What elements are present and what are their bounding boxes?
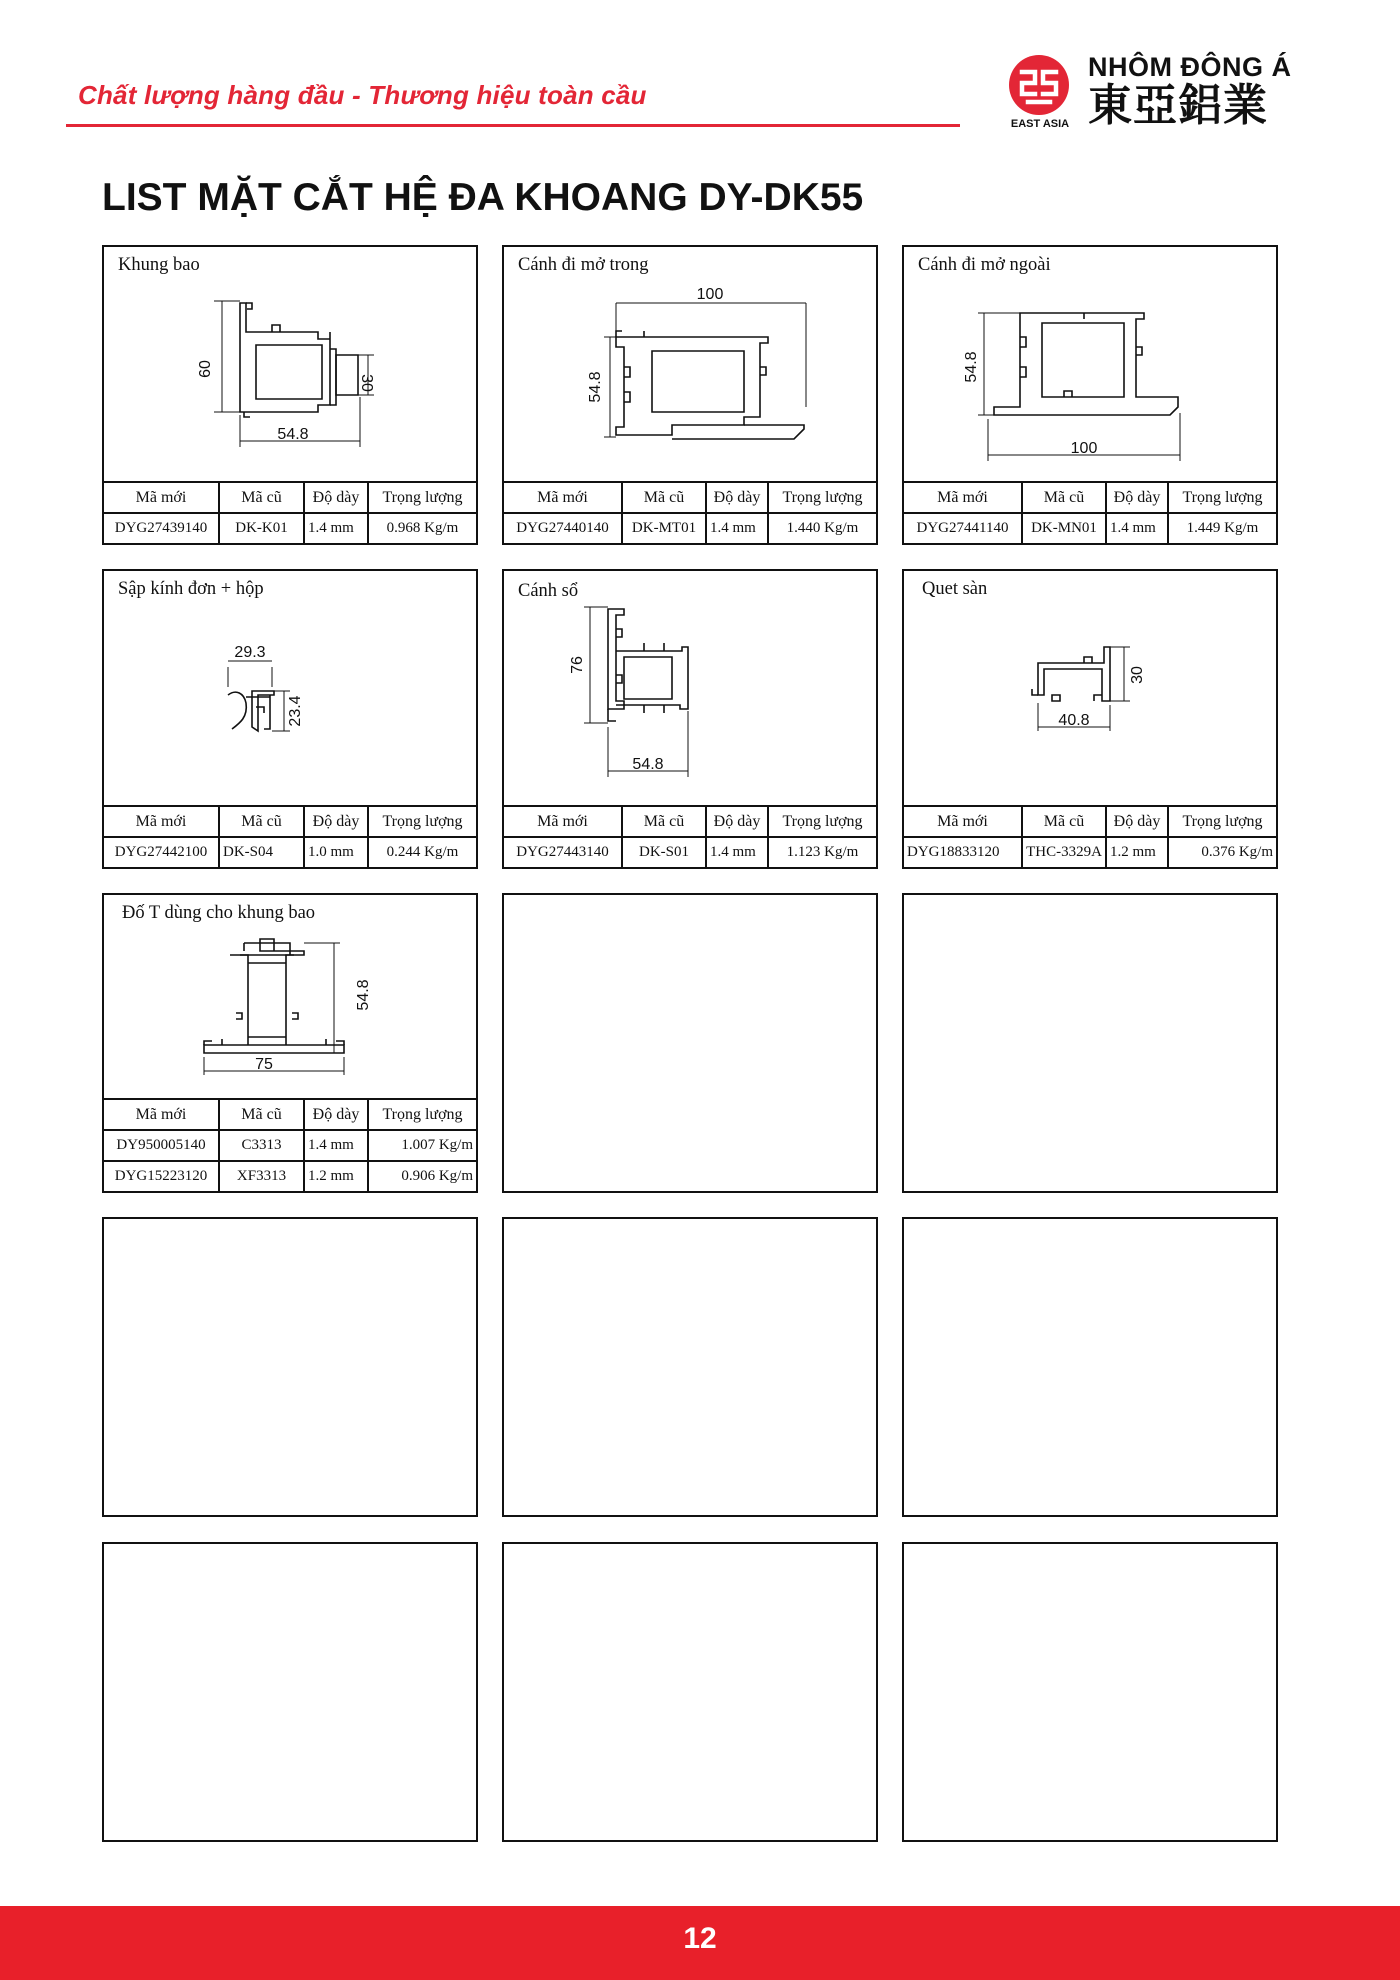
weight: 0.376 Kg/m <box>1168 837 1276 867</box>
product-name: Sập kính đơn + hộp <box>118 579 264 599</box>
header-new-code: Mã mới <box>504 806 622 837</box>
old-code: C3313 <box>219 1130 304 1161</box>
header-old-code: Mã cũ <box>219 806 304 837</box>
dimension-height: 76 <box>569 656 586 674</box>
dimension-height: 54.8 <box>963 351 980 383</box>
product-name: Đố T dùng cho khung bao <box>122 903 316 923</box>
product-card-canh-di-mo-ngoai <box>902 245 1278 545</box>
product-name: Khung bao <box>118 255 200 275</box>
dimension-height: 54.8 <box>355 979 372 1011</box>
thickness: 1.4 mm <box>706 513 768 543</box>
spec-table <box>104 481 476 543</box>
spec-row <box>504 513 876 543</box>
empty-card <box>502 1217 878 1517</box>
spec-row <box>104 1161 476 1191</box>
product-card-do-t <box>102 893 478 1193</box>
new-code: DYG27440140 <box>504 513 622 543</box>
header-old-code: Mã cũ <box>1022 482 1106 513</box>
weight: 1.449 Kg/m <box>1168 513 1276 543</box>
dimension-width: 29.3 <box>234 644 266 661</box>
new-code: DYG18833120 <box>904 837 1022 867</box>
header-new-code: Mã mới <box>104 482 219 513</box>
dimension-width: 100 <box>1070 440 1098 457</box>
old-code: DK-S01 <box>622 837 706 867</box>
new-code: DYG27441140 <box>904 513 1022 543</box>
dimension-height: 23.4 <box>287 695 304 727</box>
new-code: DYG15223120 <box>104 1161 219 1191</box>
header-thickness: Độ dày <box>706 482 768 513</box>
spec-header-row <box>104 482 476 513</box>
dimension-width: 40.8 <box>1058 712 1090 729</box>
spec-table <box>104 805 476 867</box>
dimension-height: 54.8 <box>587 371 604 403</box>
weight: 0.906 Kg/m <box>368 1161 476 1191</box>
product-card-sap-kinh <box>102 569 478 869</box>
spec-table <box>504 481 876 543</box>
thickness: 1.4 mm <box>706 837 768 867</box>
product-name: Quet sàn <box>922 579 988 599</box>
product-card-canh-so <box>502 569 878 869</box>
empty-card <box>102 1542 478 1842</box>
empty-card <box>102 1217 478 1517</box>
header-weight: Trọng lượng <box>768 482 876 513</box>
thickness: 1.2 mm <box>304 1161 368 1191</box>
empty-card <box>902 1217 1278 1517</box>
dimension-width: 54.8 <box>277 426 309 443</box>
old-code: DK-S04 <box>219 837 304 867</box>
product-card-quet-san <box>902 569 1278 869</box>
header-thickness: Độ dày <box>304 482 368 513</box>
east-asia-logo-icon <box>1008 54 1070 116</box>
dimension-width: 100 <box>696 286 724 303</box>
thickness: 1.2 mm <box>1106 837 1168 867</box>
profile-drawing-quet-san <box>904 571 1276 811</box>
brand-name-cjk: 東亞鋁業 <box>1088 80 1268 131</box>
profile-drawing-sap-kinh <box>104 571 476 811</box>
new-code: DYG27442100 <box>104 837 219 867</box>
header-thickness: Độ dày <box>304 1099 368 1130</box>
header-weight: Trọng lượng <box>1168 482 1276 513</box>
empty-card <box>502 1542 878 1842</box>
header-old-code: Mã cũ <box>219 482 304 513</box>
thickness: 1.4 mm <box>1106 513 1168 543</box>
header-weight: Trọng lượng <box>368 806 476 837</box>
brand-logo <box>1008 50 1308 130</box>
thickness: 1.4 mm <box>304 1130 368 1161</box>
spec-row <box>104 1130 476 1161</box>
header-new-code: Mã mới <box>904 806 1022 837</box>
footer-bar <box>0 1906 1400 1980</box>
old-code: XF3313 <box>219 1161 304 1191</box>
empty-card <box>902 893 1278 1193</box>
header-thickness: Độ dày <box>304 806 368 837</box>
header-new-code: Mã mới <box>904 482 1022 513</box>
weight: 0.968 Kg/m <box>368 513 476 543</box>
header-weight: Trọng lượng <box>368 1099 476 1130</box>
header-old-code: Mã cũ <box>219 1099 304 1130</box>
spec-row <box>504 837 876 867</box>
weight: 0.244 Kg/m <box>368 837 476 867</box>
header-weight: Trọng lượng <box>368 482 476 513</box>
product-name: Cánh đi mở trong <box>518 255 649 275</box>
old-code: THC-3329A <box>1022 837 1106 867</box>
old-code: DK-MN01 <box>1022 513 1106 543</box>
dimension-height: 60 <box>197 360 214 378</box>
spec-row <box>904 837 1276 867</box>
weight: 1.440 Kg/m <box>768 513 876 543</box>
header-thickness: Độ dày <box>1106 806 1168 837</box>
header-old-code: Mã cũ <box>622 482 706 513</box>
spec-row <box>904 513 1276 543</box>
spec-table <box>104 1098 476 1191</box>
new-code: DY950005140 <box>104 1130 219 1161</box>
profile-drawing-canh-di-mo-trong <box>504 247 876 487</box>
old-code: DK-K01 <box>219 513 304 543</box>
spec-header-row <box>504 482 876 513</box>
product-name: Cánh đi mở ngoài <box>918 255 1051 275</box>
brand-name: NHÔM ĐÔNG Á <box>1088 52 1292 82</box>
product-card-canh-di-mo-trong <box>502 245 878 545</box>
tagline: Chất lượng hàng đầu - Thương hiệu toàn cầu <box>78 80 647 110</box>
spec-row <box>104 837 476 867</box>
dimension-height: 30 <box>1129 666 1146 684</box>
page-number: 12 <box>683 1922 717 1955</box>
header-old-code: Mã cũ <box>1022 806 1106 837</box>
old-code: DK-MT01 <box>622 513 706 543</box>
profile-drawing-khung-bao <box>104 247 476 487</box>
header-old-code: Mã cũ <box>622 806 706 837</box>
thickness: 1.4 mm <box>304 513 368 543</box>
product-name: Cánh sổ <box>518 581 579 601</box>
header-new-code: Mã mới <box>104 806 219 837</box>
product-card-khung-bao <box>102 245 478 545</box>
spec-row <box>104 513 476 543</box>
spec-table <box>904 805 1276 867</box>
dimension-width: 54.8 <box>632 756 664 773</box>
header-divider <box>66 124 960 127</box>
spec-header-row <box>104 1099 476 1130</box>
spec-header-row <box>904 482 1276 513</box>
brand-english-name: EAST ASIA <box>1010 118 1070 130</box>
weight: 1.123 Kg/m <box>768 837 876 867</box>
header-thickness: Độ dày <box>1106 482 1168 513</box>
new-code: DYG27439140 <box>104 513 219 543</box>
dimension-inner-height: 30 <box>358 374 375 392</box>
header-new-code: Mã mới <box>104 1099 219 1130</box>
header-new-code: Mã mới <box>504 482 622 513</box>
empty-card <box>902 1542 1278 1842</box>
thickness: 1.0 mm <box>304 837 368 867</box>
page-title: LIST MẶT CẮT HỆ ĐA KHOANG DY-DK55 <box>102 176 864 219</box>
profile-drawing-canh-di-mo-ngoai <box>904 247 1276 487</box>
spec-header-row <box>104 806 476 837</box>
spec-table <box>904 481 1276 543</box>
profile-drawing-canh-so <box>504 571 876 811</box>
spec-table <box>504 805 876 867</box>
spec-header-row <box>504 806 876 837</box>
new-code: DYG27443140 <box>504 837 622 867</box>
spec-header-row <box>904 806 1276 837</box>
header-thickness: Độ dày <box>706 806 768 837</box>
weight: 1.007 Kg/m <box>368 1130 476 1161</box>
header-weight: Trọng lượng <box>1168 806 1276 837</box>
header-weight: Trọng lượng <box>768 806 876 837</box>
empty-card <box>502 893 878 1193</box>
dimension-width: 75 <box>255 1056 273 1073</box>
